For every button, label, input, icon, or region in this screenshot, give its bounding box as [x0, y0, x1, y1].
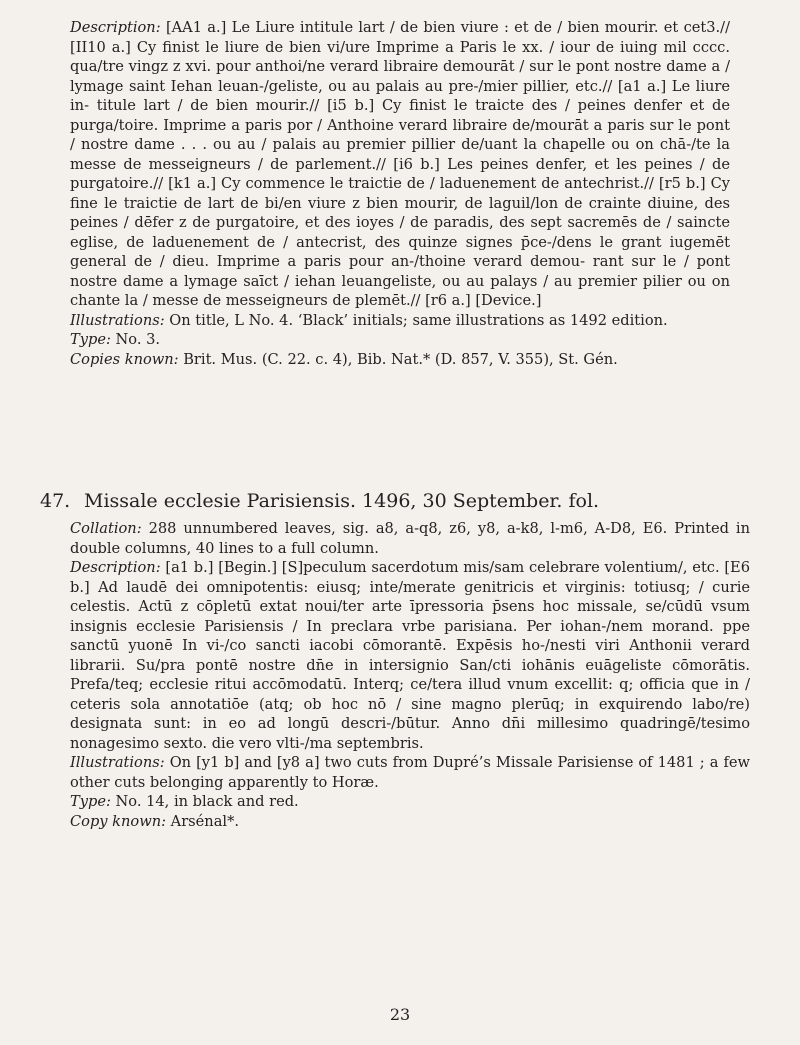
illustrations-label: Illustrations: — [70, 754, 165, 771]
description-label: Description: — [70, 19, 161, 36]
copy-known-text: Arsénal*. — [170, 812, 240, 830]
entry-46-continuation — [70, 18, 730, 369]
illustrations-paragraph — [70, 311, 730, 331]
entry-47 — [40, 489, 750, 831]
illustrations-text: On [y1 b] and [y8 a] two cuts from Dupré’s Missale Parisiense of 1481 ; a few other cuts belonging apparently to Horæ. — [70, 754, 750, 791]
copies-label: Copies known: — [70, 350, 179, 368]
description-label: Description: — [70, 559, 161, 576]
entry-number: 47. — [40, 490, 71, 512]
description-paragraph — [70, 558, 750, 753]
entry-heading — [40, 489, 750, 513]
copy-known-label: Copy known: — [70, 812, 167, 830]
collation-paragraph — [70, 519, 750, 558]
copies-paragraph — [70, 350, 730, 370]
copies-text: Brit. Mus. (C. 22. c. 4), Bib. Nat.* (D. 857, V. 355), St. Gén. — [183, 350, 618, 368]
description-text: [AA1 a.] Le Liure intitule lart / de bien viure : et de / bien mourir. et cet3.// [II10 a.] Cy finist le liure de bien vi/ure Imprime a Paris le xx. / iour de iuing mil cccc. qua/tre vingz z xvi. pour anthoi/ne verard libraire demourāt / sur le pont nostre dame a / lymage saint Iehan leuan-/geliste, ou au palais au pre-/mier pillier, etc.// [a1 a.] Le liure in- titule lart / de bien mourir.// [i5 b.] Cy finist le traicte des / peines denfer et de purga/toire. Imprime a paris por / Anthoine verard libraire de/mourāt a paris sur le pont / nostre dame . . . ou au / palais au premier pillier de/uant la chapelle ou on chā-/te la messe de messeigneurs / de parlement.// [i6 b.] Les peines denfer, et les peines / de purgatoire.// [k1 a.] Cy commence le traictie de / laduenement de antechrist.// [r5 b.] Cy fine le traictie de lart de bi/en viure z bien mourir, de laguil/lon de crainte diuine, des peines / dēfer z de purgatoire, et des ioyes / de paradis, des sept sacremēs de / saincte eglise, de laduenement de / antecrist, des quinze signes p̄ce-/dens le grant iugemēt general de / dieu. Imprime a paris pour an-/thoine verard demou- rant sur le / pont nostre dame a lymage saīct / iehan leuangeliste, ou au palays / au premier pilier ou on chante la / messe de messeigneurs de plemēt.// [r6 a.] [Device.] — [70, 19, 731, 309]
page-number: 23 — [389, 1005, 411, 1024]
illustrations-text: On title, L No. 4. ‘Black’ initials; same illustrations as 1492 edition. — [169, 311, 668, 329]
type-text: No. 14, in black and red. — [115, 793, 299, 810]
description-paragraph — [70, 18, 730, 311]
type-label: Type: — [70, 331, 111, 348]
type-paragraph — [70, 330, 730, 350]
type-paragraph — [70, 792, 750, 812]
entry-title: Missale ecclesie Parisiensis. 1496, 30 September. fol. — [84, 490, 600, 512]
description-text: [a1 b.] [Begin.] [S]peculum sacerdotum mis/sam celebrare volentium/, etc. [E6 b.] Ad laudē dei omnipotentis: eiusq; inte/merate genitricis et virginis: totiusq; / curie celestis. Actū z cōpletū extat noui/ter arte īpressoria p̄sens hoc missale, se/cūdū vsum insignis ecclesie Parisiensis / In preclara vrbe parisiana. Per iohan-/nem morand. ppe sanctū yuonē In vi-/co sancti iacobi cōmorantē. Expēsis ho-/nesti viri Anthonii verard librarii. Su/pra pontē nostre dn̄e in intersignio San/cti iohānis euāgeliste cōmorātis. Prefa/teq; ecclesie ritui accōmodatū. Interq; ce/tera illud vnum excellit: q; officia que in / ceteris sola annotatiōe (atq; ob hoc nō / sine magno plerūq; in exquirendo labo/re) designata sunt: in eo ad longū descri-/būtur. Anno dn̄i millesimo quadringē/tesimo nonagesimo sexto. die vero vlti-/ma septembris. — [70, 559, 750, 752]
illustrations-paragraph — [70, 753, 750, 792]
type-label: Type: — [70, 793, 111, 810]
collation-text: 288 unnumbered leaves, sig. a8, a-q8, z6, y8, a-k8, l-m6, A-D8, E6. Printed in double columns, 40 lines to a full column. — [70, 520, 751, 557]
collation-label: Collation: — [70, 520, 142, 537]
illustrations-label: Illustrations: — [70, 311, 165, 329]
copy-known-paragraph — [70, 812, 750, 832]
type-text: No. 3. — [115, 331, 161, 348]
